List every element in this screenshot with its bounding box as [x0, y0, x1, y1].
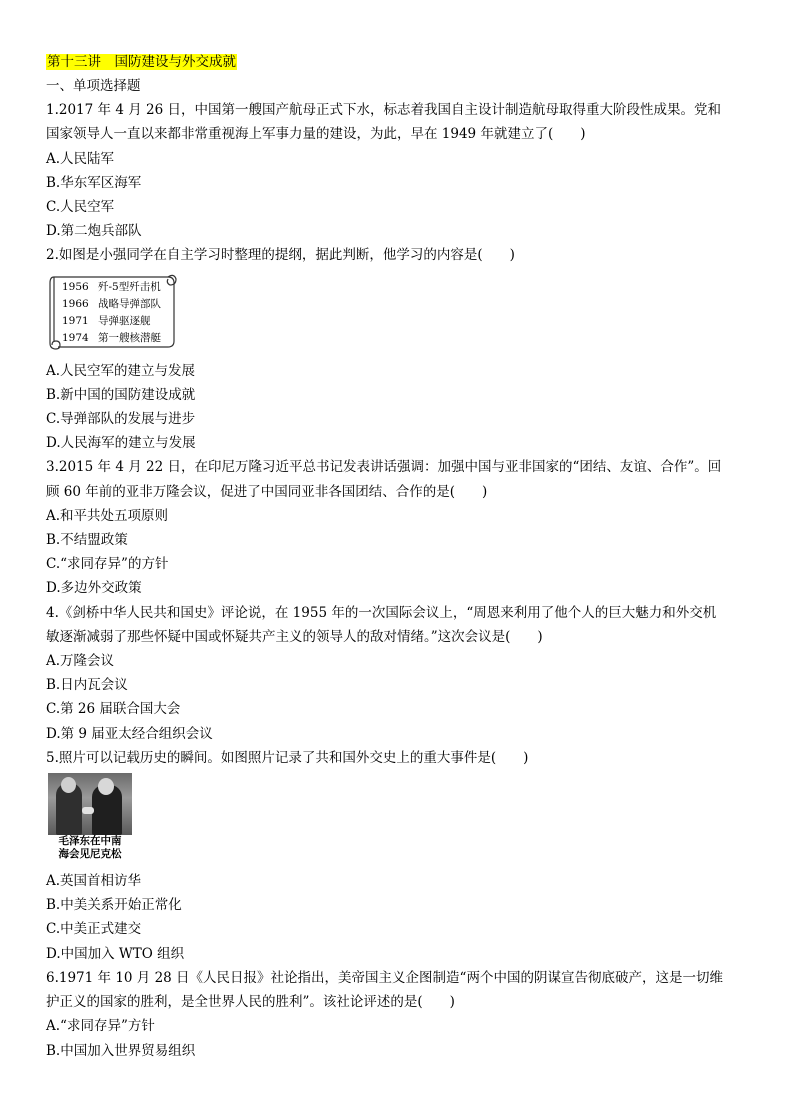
option-b: B.中美关系开始正常化 [46, 897, 182, 914]
scroll-text: 战略导弹部队 [98, 297, 161, 310]
question-1 [46, 98, 746, 243]
scroll-year: 1956 [62, 280, 89, 293]
option-d: D.第二炮兵部队 [46, 223, 142, 240]
question-stem-line: 顾 60 年前的亚非万隆会议，促进了中国同亚非各国团结、合作的是( ) [46, 483, 488, 500]
option-a: A.英国首相访华 [46, 873, 142, 890]
question-stem-line: 6.1971 年 10 月 28 日《人民日报》社论指出，美帝国主义企图制造“两个中国的阴谋宣告彻底破产，这是一切维 [46, 969, 723, 986]
handshake-icon [82, 807, 94, 814]
outline-scroll-figure [48, 271, 178, 353]
option-c: C.第 26 届联合国大会 [46, 701, 181, 718]
handshake-photo [48, 773, 132, 835]
question-stem-line: 1.2017 年 4 月 26 日，中国第一艘国产航母正式下水，标志着我国自主设计制造航母取得重大阶段性成果。党和 [46, 102, 721, 119]
option-d: D.人民海军的建立与发展 [46, 435, 196, 452]
scroll-text: 第一艘核潜艇 [98, 331, 161, 344]
question-stem-line: 护正义的国家的胜利，是全世界人民的胜利”。该社论评述的是( ) [46, 994, 455, 1011]
option-a: A.“求同存异”方针 [46, 1018, 155, 1035]
scroll-year: 1974 [62, 331, 89, 344]
figure-left-head [61, 777, 76, 793]
scroll-row [62, 296, 161, 313]
scroll-row [62, 279, 161, 296]
section-heading: 一、单项选择题 [46, 78, 141, 94]
question-stem-line: 敏逐渐减弱了那些怀疑中国或怀疑共产主义的领导人的敌对情绪。”这次会议是( ) [46, 628, 543, 645]
question-stem-line: 2.如图是小强同学在自主学习时整理的提纲，据此判断，他学习的内容是( ) [46, 247, 515, 264]
option-c: C.“求同存异”的方针 [46, 556, 169, 573]
scroll-list [62, 279, 161, 347]
option-c: C.人民空军 [46, 199, 115, 216]
scroll-row [62, 313, 161, 330]
scroll-row [62, 330, 161, 347]
option-d: D.多边外交政策 [46, 580, 142, 597]
question-5 [46, 746, 746, 966]
document-content [46, 50, 746, 1063]
photo-caption-line: 毛泽东在中南 [58, 835, 122, 848]
photo-caption-line: 海会见尼克松 [58, 848, 122, 861]
option-a: A.和平共处五项原则 [46, 507, 169, 524]
question-4 [46, 601, 746, 746]
option-a: A.万隆会议 [46, 653, 115, 670]
question-2 [46, 243, 746, 455]
option-a: A.人民空军的建立与发展 [46, 362, 196, 379]
question-6 [46, 966, 746, 1063]
lesson-title: 第十三讲 国防建设与外交成就 [47, 54, 236, 70]
question-stem-line: 5.照片可以记载历史的瞬间。如图照片记录了共和国外交史上的重大事件是( ) [46, 749, 529, 766]
scroll-text: 歼-5型歼击机 [98, 280, 161, 293]
question-stem-line: 3.2015 年 4 月 22 日，在印尼万隆习近平总书记发表讲话强调：加强中国与亚非国家的“团结、友谊、合作”。回 [46, 459, 722, 476]
option-a: A.人民陆军 [46, 150, 115, 167]
title-row [46, 50, 746, 74]
question-stem-line: 国家领导人一直以来都非常重视海上军事力量的建设，为此，早在 1949 年就建立了( ) [46, 126, 586, 143]
question-3 [46, 455, 746, 600]
historical-photo-figure [48, 773, 134, 865]
scroll-year: 1966 [62, 297, 89, 310]
scroll-text: 导弹驱逐舰 [98, 314, 151, 327]
option-b: B.华东军区海军 [46, 174, 142, 191]
question-stem-line: 4.《剑桥中华人民共和国史》评论说，在 1955 年的一次国际会议上，“周恩来利用了他个人的巨大魅力和外交机 [46, 604, 717, 621]
photo-caption [48, 835, 132, 861]
option-c: C.中美正式建交 [46, 921, 142, 938]
option-d: D.第 9 届亚太经合组织会议 [46, 725, 213, 742]
option-b: B.不结盟政策 [46, 532, 128, 549]
option-b: B.中国加入世界贸易组织 [46, 1042, 196, 1059]
option-b: B.日内瓦会议 [46, 677, 128, 694]
option-b: B.新中国的国防建设成就 [46, 386, 196, 403]
option-d: D.中国加入 WTO 组织 [46, 945, 185, 962]
option-c: C.导弹部队的发展与进步 [46, 411, 196, 428]
scroll-year: 1971 [62, 314, 89, 327]
figure-right-head [98, 778, 114, 795]
